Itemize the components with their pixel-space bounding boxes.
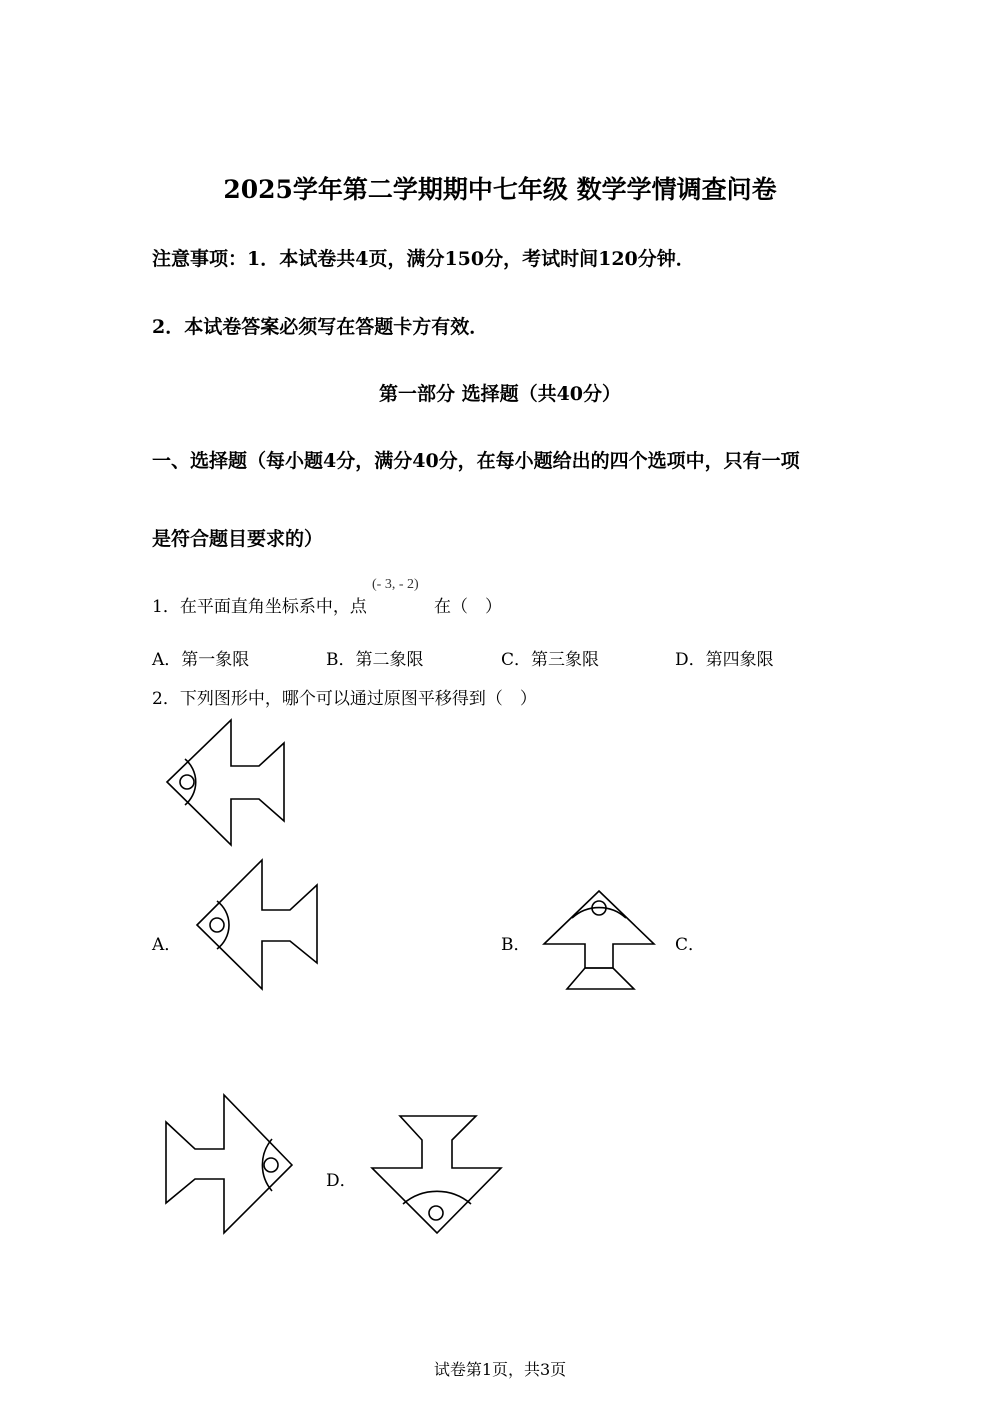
notice-line-1: 注意事项：1．本试卷共4页，满分150分，考试时间120分钟．	[152, 248, 695, 270]
q1-stem-suffix: 在（ ）	[434, 597, 502, 617]
option-c-fish-figure[interactable]	[160, 1090, 300, 1240]
q2-option-c-label[interactable]: C．	[675, 935, 706, 955]
q1-option-c[interactable]: C．第三象限	[501, 650, 600, 670]
page-footer: 试卷第1页，共3页	[433, 1360, 567, 1379]
q2-option-a-label[interactable]: A．	[152, 935, 182, 955]
option-d-fish-figure[interactable]	[365, 1108, 510, 1238]
q1-option-d[interactable]: D．第四象限	[675, 650, 774, 670]
q1-option-a[interactable]: A．第一象限	[152, 650, 250, 670]
q2-stem: 2．下列图形中，哪个可以通过原图平移得到（ ）	[152, 689, 537, 709]
exam-title: 2025学年第二学期期中七年级 数学学情调查问卷	[223, 175, 777, 204]
q1-option-b[interactable]: B．第二象限	[326, 650, 424, 670]
section-instruction-line-2: 是符合题目要求的）	[152, 528, 324, 550]
part-heading: 第一部分 选择题（共40分）	[378, 383, 622, 405]
section-instruction-line-1: 一、选择题（每小题4分，满分40分，在每小题给出的四个选项中，只有一项	[152, 450, 800, 472]
q2-option-b-label[interactable]: B．	[501, 935, 531, 955]
q1-stem-prefix: 1．在平面直角坐标系中，点	[152, 597, 367, 617]
q1-point-coordinates: (- 3, - 2)	[372, 577, 419, 592]
original-fish-figure	[160, 715, 290, 850]
notice-line-2: 2．本试卷答案必须写在答题卡方有效．	[152, 316, 489, 338]
q2-option-d-label[interactable]: D．	[326, 1171, 357, 1191]
option-a-fish-figure[interactable]	[190, 855, 320, 990]
option-b-fish-figure[interactable]	[540, 885, 660, 995]
